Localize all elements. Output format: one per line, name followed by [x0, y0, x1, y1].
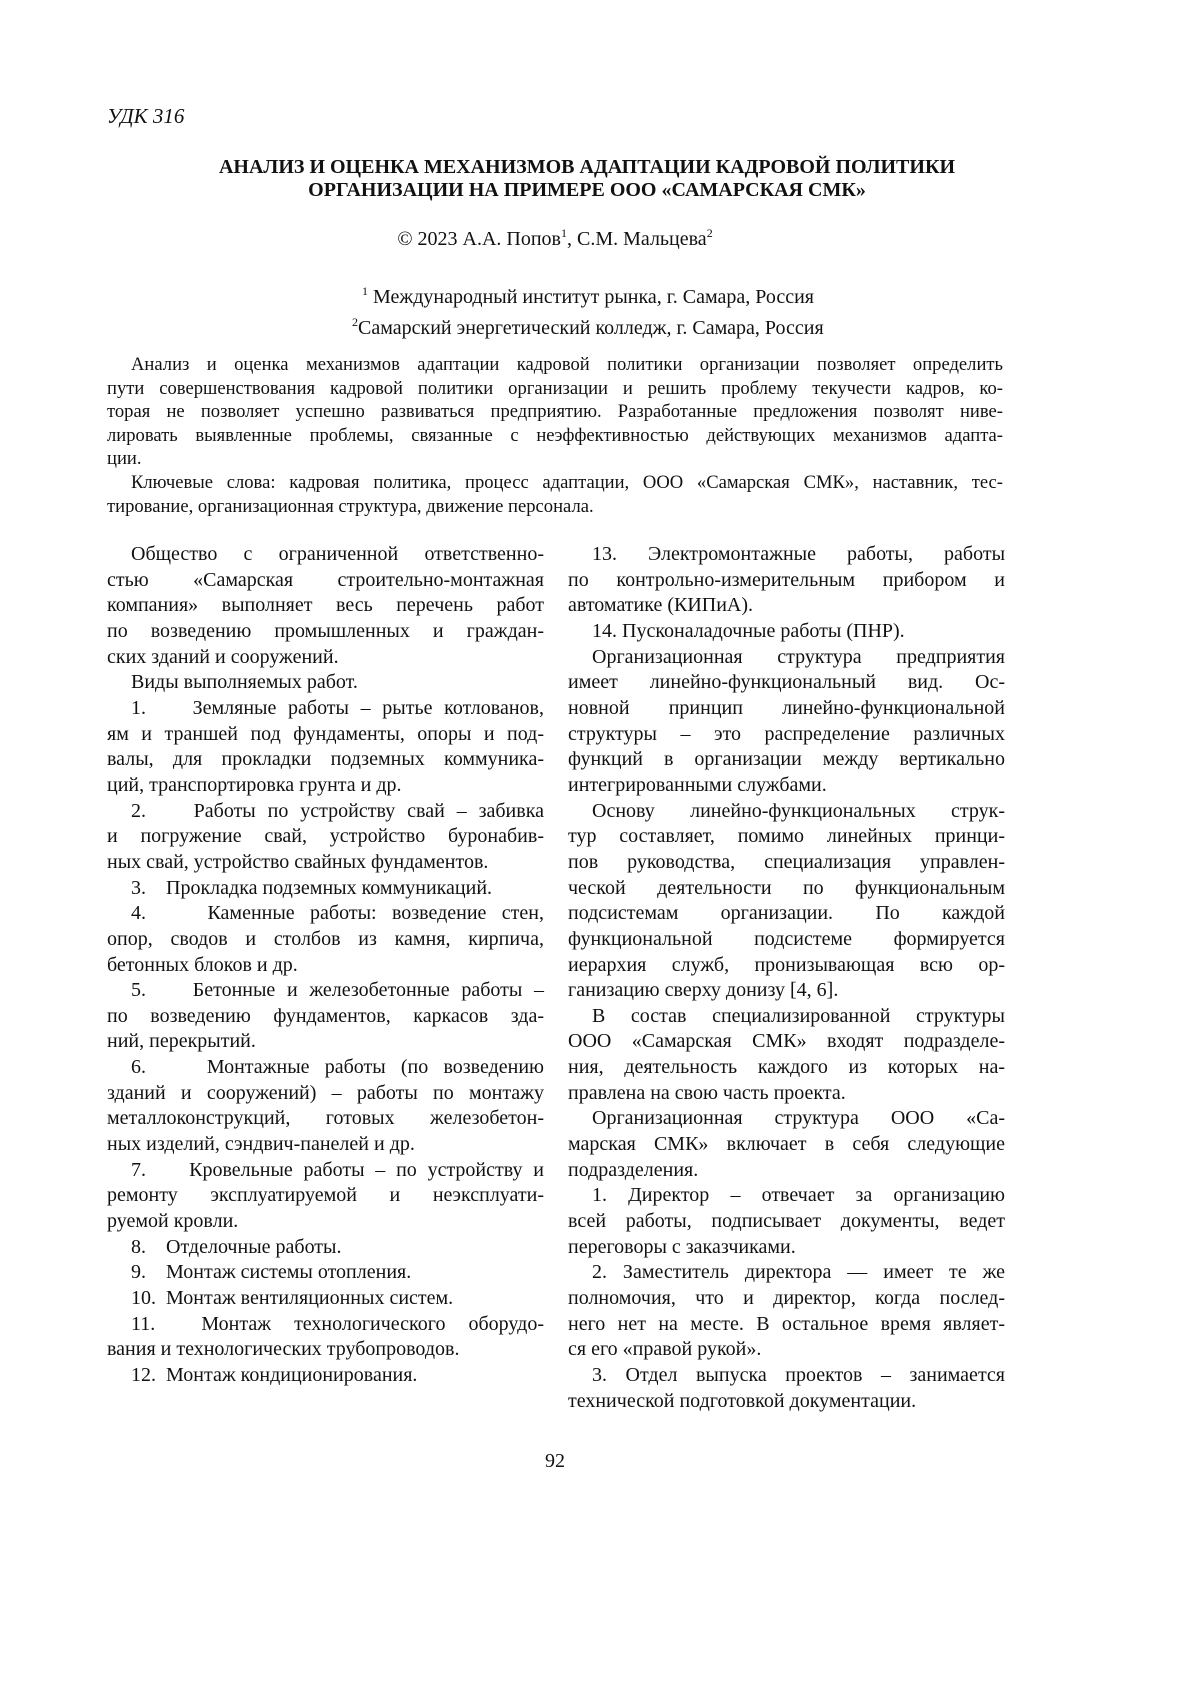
body-paragraph [107, 1158, 544, 1235]
body-paragraph [568, 1183, 1005, 1260]
text-line: 3. Прокладка подземных коммуникаций. [107, 876, 544, 902]
text-line: ям и траншей под фундаменты, опоры и под- [107, 722, 544, 748]
text-line: ческой деятельности по функциональным [568, 876, 1005, 902]
text-line: по возведению фундаментов, каркасов зда- [107, 1004, 544, 1030]
text-line: ции. [107, 447, 1003, 471]
text-line: ганизацию сверху донизу [4, 6]. [568, 978, 1005, 1004]
text-line: металлоконструкций, готовых железобетон- [107, 1106, 544, 1132]
text-line: Организационная структура предприятия [568, 645, 1005, 671]
text-line: всей работы, подписывает документы, ведет [568, 1209, 1005, 1235]
text-line: торая не позволяет успешно развиваться предприятию. Разработанные предложения позволят ниве- [107, 400, 1003, 424]
body-paragraph [568, 1106, 1005, 1183]
text-line: правлена на свою часть проекта. [568, 1081, 1005, 1107]
text-line: 13. Электромонтажные работы, работы [568, 542, 1005, 568]
text-line: технической подготовкой документации. [568, 1389, 1005, 1415]
affiliation-text: Международный институт рынка, г. Самара, Россия [368, 286, 814, 308]
body-paragraph [107, 1055, 544, 1158]
text-line: Общество с ограниченной ответственно- [107, 542, 544, 568]
body-paragraph [107, 1312, 544, 1363]
text-line: Основу линейно-функциональных струк- [568, 799, 1005, 825]
text-line: тур составляет, помимо линейных принци- [568, 824, 1005, 850]
text-line: и погружение свай, устройство буронабив- [107, 824, 544, 850]
authors [107, 226, 1003, 251]
body-paragraph [568, 1260, 1005, 1363]
text-line: компания» выполняет весь перечень работ [107, 593, 544, 619]
text-line: иерархия служб, пронизывающая всю ор- [568, 953, 1005, 979]
text-line: опор, сводов и столбов из камня, кирпича, [107, 927, 544, 953]
affiliation-mark: 2 [352, 315, 358, 329]
abstract-paragraph [107, 353, 1003, 471]
text-line: Анализ и оценка механизмов адаптации кадровой политики организации позволяет определить [107, 353, 1003, 377]
text-line: ремонту эксплуатируемой и неэксплуати- [107, 1183, 544, 1209]
text-line: ся его «правой рукой». [568, 1337, 1005, 1363]
body-paragraph [107, 542, 544, 670]
body-paragraph [568, 799, 1005, 1004]
body-paragraph [107, 1363, 544, 1389]
title-line: ОРГАНИЗАЦИИ НА ПРИМЕРЕ ООО «САМАРСКАЯ СМК» [107, 179, 1067, 202]
author-2: , С.М. Мальцева [567, 228, 707, 250]
udk-code: УДК 316 [107, 104, 184, 129]
text-line: руемой кровли. [107, 1209, 544, 1235]
affiliation-1 [352, 279, 824, 310]
abstract [107, 353, 1003, 518]
text-line: ских зданий и сооружений. [107, 645, 544, 671]
text-line: полномочия, что и директор, когда послед- [568, 1286, 1005, 1312]
body-paragraph [568, 1004, 1005, 1107]
text-line: стью «Самарская строительно-монтажная [107, 568, 544, 594]
text-line: 2. Заместитель директора — имеет те же [568, 1260, 1005, 1286]
right-column [568, 542, 1005, 1414]
author-1-mark: 1 [561, 226, 567, 240]
text-line: имеет линейно-функциональный вид. Ос- [568, 670, 1005, 696]
text-line: В состав специализированной структуры [568, 1004, 1005, 1030]
body-paragraph [568, 645, 1005, 799]
body-paragraph [107, 1286, 544, 1312]
body-paragraph [107, 876, 544, 902]
text-line: 5. Бетонные и железобетонные работы – [107, 978, 544, 1004]
body-paragraph [568, 1363, 1005, 1414]
text-line: 1. Земляные работы – рытье котлованов, [107, 696, 544, 722]
text-line: функциональной подсистеме формируется [568, 927, 1005, 953]
affiliation-text: Самарский энергетический колледж, г. Самара, Россия [358, 317, 824, 339]
abstract-paragraph [107, 471, 1003, 518]
article-title [107, 156, 1067, 202]
page-number: 92 [0, 1450, 1110, 1473]
text-line: 10. Монтаж вентиляционных систем. [107, 1286, 544, 1312]
text-line: новной принцип линейно-функциональной [568, 696, 1005, 722]
body-paragraph [107, 696, 544, 799]
body-paragraph [107, 978, 544, 1055]
text-line: 2. Работы по устройству свай – забивка [107, 799, 544, 825]
affiliations [352, 279, 824, 341]
text-line: ных изделий, сэндвич-панелей и др. [107, 1132, 544, 1158]
body-paragraph [107, 670, 544, 696]
text-line: 4. Каменные работы: возведение стен, [107, 901, 544, 927]
title-line: АНАЛИЗ И ОЦЕНКА МЕХАНИЗМОВ АДАПТАЦИИ КАДРОВОЙ ПОЛИТИКИ [107, 156, 1067, 179]
text-line: ООО «Самарская СМК» входят подразделе- [568, 1029, 1005, 1055]
text-line: Ключевые слова: кадровая политика, процесс адаптации, ООО «Самарская СМК», наставник, тес- [107, 471, 1003, 495]
text-line: 1. Директор – отвечает за организацию [568, 1183, 1005, 1209]
text-line: переговоры с заказчиками. [568, 1235, 1005, 1261]
author-2-mark: 2 [707, 226, 713, 240]
text-line: ций, транспортировка грунта и др. [107, 773, 544, 799]
text-line: вания и технологических трубопроводов. [107, 1337, 544, 1363]
text-line: пути совершенствования кадровой политики организации и решить проблему текучести кадров, ко- [107, 377, 1003, 401]
text-line: него нет на месте. В остальное время являет- [568, 1312, 1005, 1338]
text-line: 9. Монтаж системы отопления. [107, 1260, 544, 1286]
left-column [107, 542, 544, 1389]
text-line: 6. Монтажные работы (по возведению [107, 1055, 544, 1081]
text-line: Виды выполняемых работ. [107, 670, 544, 696]
body-paragraph [107, 799, 544, 876]
text-line: пов руководства, специализация управлен- [568, 850, 1005, 876]
body-paragraph [107, 901, 544, 978]
text-line: ния, деятельность каждого из которых на- [568, 1055, 1005, 1081]
body-paragraph [107, 1235, 544, 1261]
text-line: марская СМК» включает в себя следующие [568, 1132, 1005, 1158]
text-line: ний, перекрытий. [107, 1029, 544, 1055]
body-paragraph [107, 1260, 544, 1286]
text-line: по возведению промышленных и граждан- [107, 619, 544, 645]
text-line: подсистемам организации. По каждой [568, 901, 1005, 927]
text-line: 7. Кровельные работы – по устройству и [107, 1158, 544, 1184]
text-line: структуры – это распределение различных [568, 722, 1005, 748]
affiliation-mark: 1 [362, 284, 368, 298]
text-line: 14. Пусконаладочные работы (ПНР). [568, 619, 1005, 645]
affiliation-2 [352, 310, 824, 341]
author-1: © 2023 А.А. Попов [397, 228, 561, 250]
text-line: автоматике (КИПиА). [568, 593, 1005, 619]
text-line: функций в организации между вертикально [568, 747, 1005, 773]
text-line: бетонных блоков и др. [107, 953, 544, 979]
body-paragraph [568, 619, 1005, 645]
body-paragraph [568, 542, 1005, 619]
text-line: ных свай, устройство свайных фундаментов. [107, 850, 544, 876]
text-line: 8. Отделочные работы. [107, 1235, 544, 1261]
text-line: 12. Монтаж кондиционирования. [107, 1363, 544, 1389]
text-line: по контрольно-измерительным прибором и [568, 568, 1005, 594]
text-line: Организационная структура ООО «Са- [568, 1106, 1005, 1132]
text-line: лировать выявленные проблемы, связанные с неэффективностью действующих механизмов адапта- [107, 424, 1003, 448]
text-line: подразделения. [568, 1158, 1005, 1184]
text-line: тирование, организационная структура, движение персонала. [107, 495, 1003, 519]
text-line: 11. Монтаж технологического оборудо- [107, 1312, 544, 1338]
text-line: 3. Отдел выпуска проектов – занимается [568, 1363, 1005, 1389]
text-line: зданий и сооружений) – работы по монтажу [107, 1081, 544, 1107]
text-line: интегрированными службами. [568, 773, 1005, 799]
text-line: валы, для прокладки подземных коммуника- [107, 747, 544, 773]
